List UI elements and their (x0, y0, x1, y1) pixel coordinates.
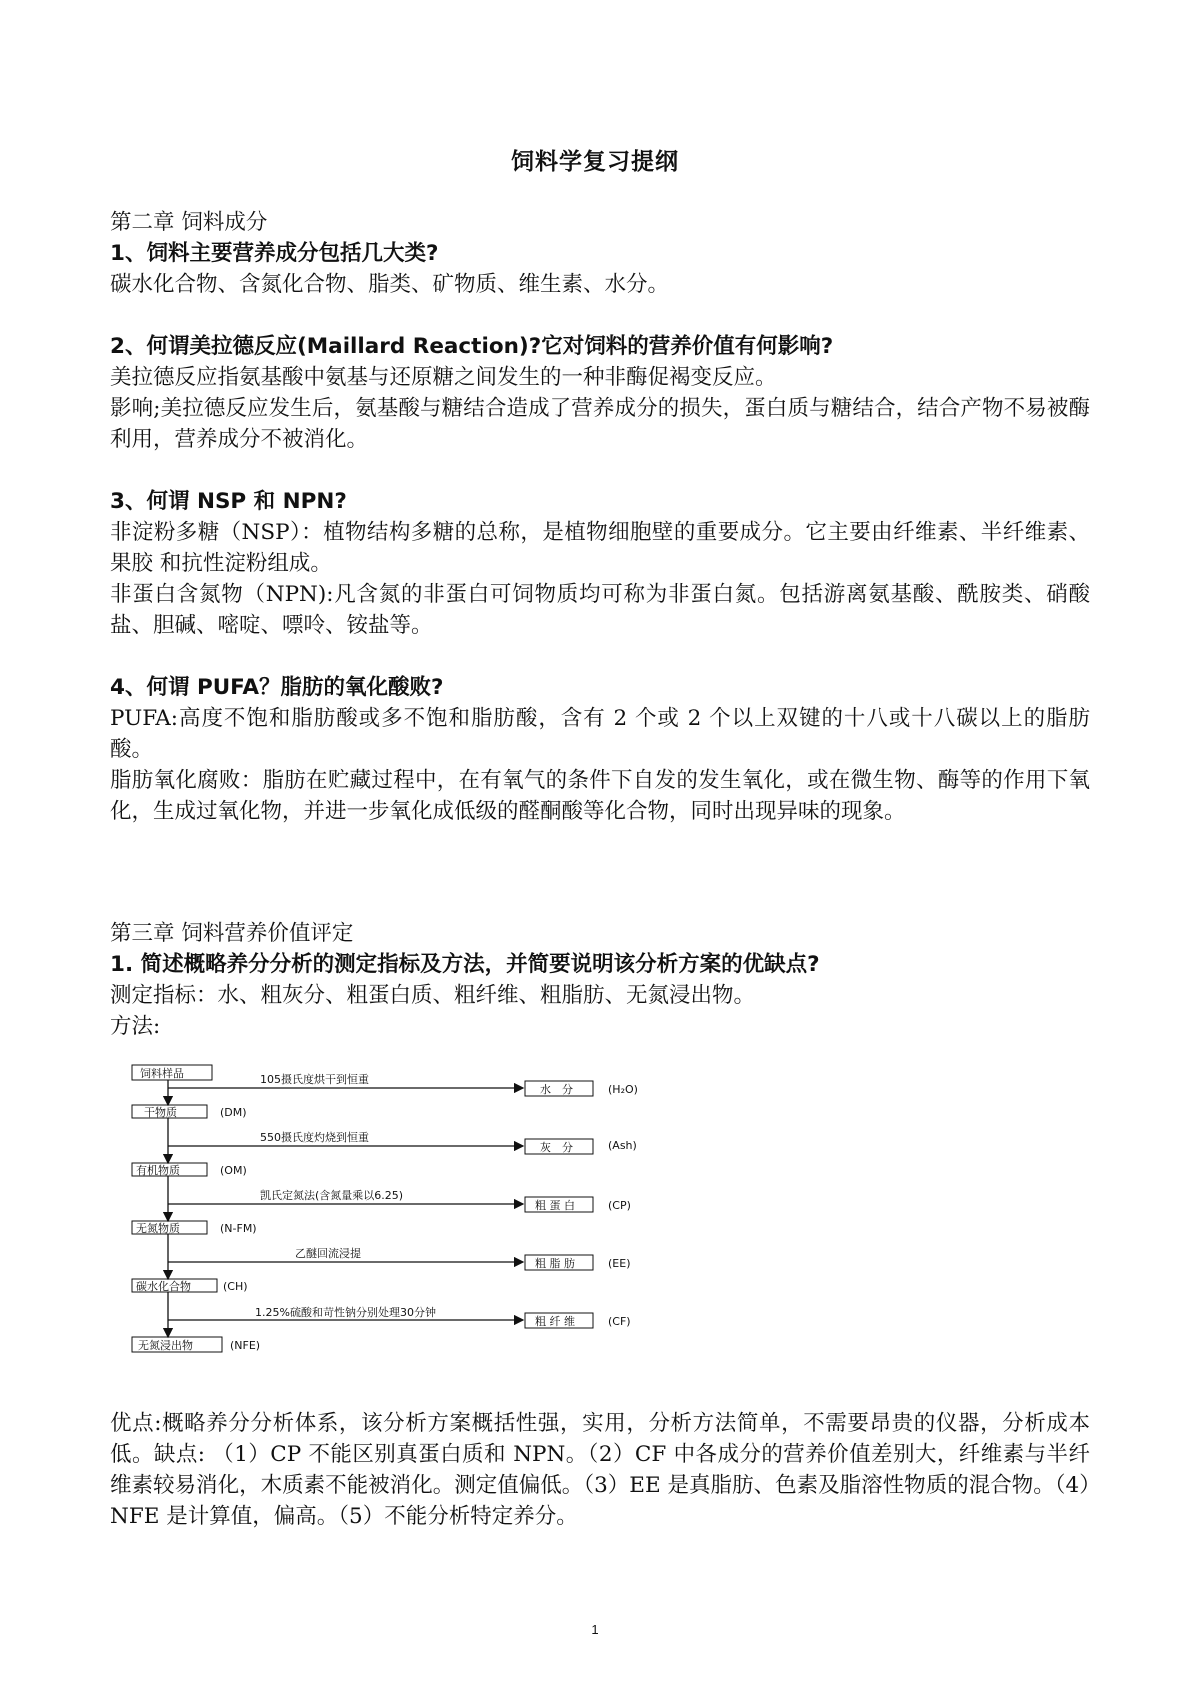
flow-left-box-nfe (132, 1337, 260, 1352)
flow-right-box-ee (525, 1255, 630, 1270)
answer-2-2-a: 美拉德反应指氨基酸中氨基与还原糖之间发生的一种非酶促褐变反应。 (110, 365, 777, 390)
flow-right-abbr-3: (EE) (608, 1257, 631, 1270)
answer-3-1: 测定指标：水、粗灰分、粗蛋白质、粗纤维、粗脂肪、无氮浸出物。 (110, 983, 756, 1008)
flow-step-2: 凯氏定氮法(含氮量乘以6.25) (260, 1189, 404, 1202)
flow-right-label-3: 粗 脂 肪 (535, 1257, 575, 1270)
answer-2-4-a: PUFA:高度不饱和脂肪酸或多不饱和脂肪酸，含有 2 个或 2 个以上双键的十八或十八碳以上的脂肪酸。 (110, 706, 1090, 762)
flow-right-label-1: 灰 分 (540, 1141, 573, 1154)
document-title: 饲料学复习提纲 (511, 149, 679, 175)
flow-right-abbr-0: (H₂O) (608, 1083, 638, 1096)
answer-2-3-b: 非蛋白含氮物（NPN):凡含氮的非蛋白可饲物质均可称为非蛋白氮。包括游离氨基酸、酰胺类、硝酸盐、胆碱、嘧啶、嘌呤、铵盐等。 (110, 582, 1090, 638)
answer-2-4-b: 脂肪氧化腐败：脂肪在贮藏过程中，在有氧气的条件下自发的发生氧化，或在微生物、酶等的作用下氧化，生成过氧化物，并进一步氧化成低级的醛酮酸等化合物，同时出现异味的现象。 (110, 768, 1090, 824)
chapter-2-heading: 第二章 饲料成分 (110, 210, 268, 235)
flow-left-box-dm (132, 1105, 247, 1119)
chapter-3-heading: 第三章 饲料营养价值评定 (110, 921, 354, 946)
flow-left-box-sample (132, 1065, 212, 1080)
method-label: 方法: (110, 1014, 161, 1039)
flow-right-label-0: 水 分 (540, 1083, 573, 1096)
flow-left-abbr-1: (DM) (220, 1106, 247, 1119)
flow-step-3: 乙醚回流浸提 (295, 1247, 361, 1260)
question-3-1: 1. 简述概略养分分析的测定指标及方法，并简要说明该分析方案的优缺点? (110, 952, 820, 977)
flow-right-label-2: 粗 蛋 白 (535, 1199, 575, 1212)
flow-left-box-ch (132, 1279, 248, 1293)
flow-left-abbr-2: (OM) (220, 1164, 247, 1177)
flow-step-4: 1.25%硫酸和苛性钠分别处理30分钟 (255, 1306, 436, 1319)
flow-right-abbr-2: (CP) (608, 1199, 631, 1212)
flow-left-label-2: 有机物质 (136, 1164, 180, 1177)
answer-2-3-a: 非淀粉多糖（NSP）：植物结构多糖的总称，是植物细胞壁的重要成分。它主要由纤维素、半纤维素、果胶 和抗性淀粉组成。 (110, 520, 1090, 576)
question-2-3: 3、何谓 NSP 和 NPN? (110, 489, 347, 514)
flow-left-abbr-5: (NFE) (230, 1339, 261, 1352)
question-2-2: 2、何谓美拉德反应(Maillard Reaction)?它对饲料的营养价值有何影响? (110, 334, 834, 359)
flow-right-box-cp (525, 1197, 631, 1212)
flow-left-box-nfm (132, 1221, 257, 1235)
flow-left-label-3: 无氮物质 (136, 1222, 180, 1235)
flow-right-label-4: 粗 纤 维 (535, 1315, 575, 1328)
flow-right-box-water (525, 1081, 638, 1096)
flow-right-abbr-1: (Ash) (608, 1139, 637, 1152)
page-number: 1 (591, 1622, 599, 1637)
proximate-analysis-flowchart (130, 1063, 690, 1373)
flow-left-abbr-4: (CH) (223, 1280, 248, 1293)
flow-left-label-5: 无氮浸出物 (138, 1339, 193, 1352)
flow-left-label-1: 干物质 (144, 1106, 177, 1119)
flow-left-label-0: 饲料样品 (140, 1067, 184, 1080)
answer-2-1: 碳水化合物、含氮化合物、脂类、矿物质、维生素、水分。 (110, 272, 670, 297)
question-2-4: 4、何谓 PUFA？脂肪的氧化酸败? (110, 675, 444, 700)
merits-demerits-paragraph: 优点:概略养分分析体系，该分析方案概括性强，实用，分析方法简单，不需要昂贵的仪器，分析成本低。缺点: （1）CP 不能区别真蛋白质和 NPN。（2）CF 中各成分的营养价值差别大，纤维素与半纤维素较易消化，木质素不能被消化。测定值偏低。（3）EE 是真脂肪、色素及脂溶性物质的混合物。（4）NFE 是计算值，偏高。（5）不能分析特定养分。 (110, 1411, 1090, 1529)
question-2-1: 1、饲料主要营养成分包括几大类? (110, 241, 439, 266)
flow-right-box-ash (525, 1139, 637, 1154)
flow-right-box-cf (525, 1313, 631, 1328)
answer-2-2-b: 影响;美拉德反应发生后，氨基酸与糖结合造成了营养成分的损失，蛋白质与糖结合，结合产物不易被酶利用，营养成分不被消化。 (110, 396, 1090, 452)
flow-left-box-om (132, 1163, 247, 1177)
flow-left-label-4: 碳水化合物 (136, 1280, 191, 1293)
flowchart-svg (130, 1063, 690, 1373)
evaluation-content (110, 1408, 1090, 1532)
flow-right-abbr-4: (CF) (608, 1315, 631, 1328)
flow-step-0: 105摄氏度烘干到恒重 (260, 1073, 369, 1086)
flow-step-1: 550摄氏度灼烧到恒重 (260, 1131, 369, 1144)
main-content (110, 207, 1090, 1042)
flow-left-abbr-3: (N-FM) (220, 1222, 257, 1235)
